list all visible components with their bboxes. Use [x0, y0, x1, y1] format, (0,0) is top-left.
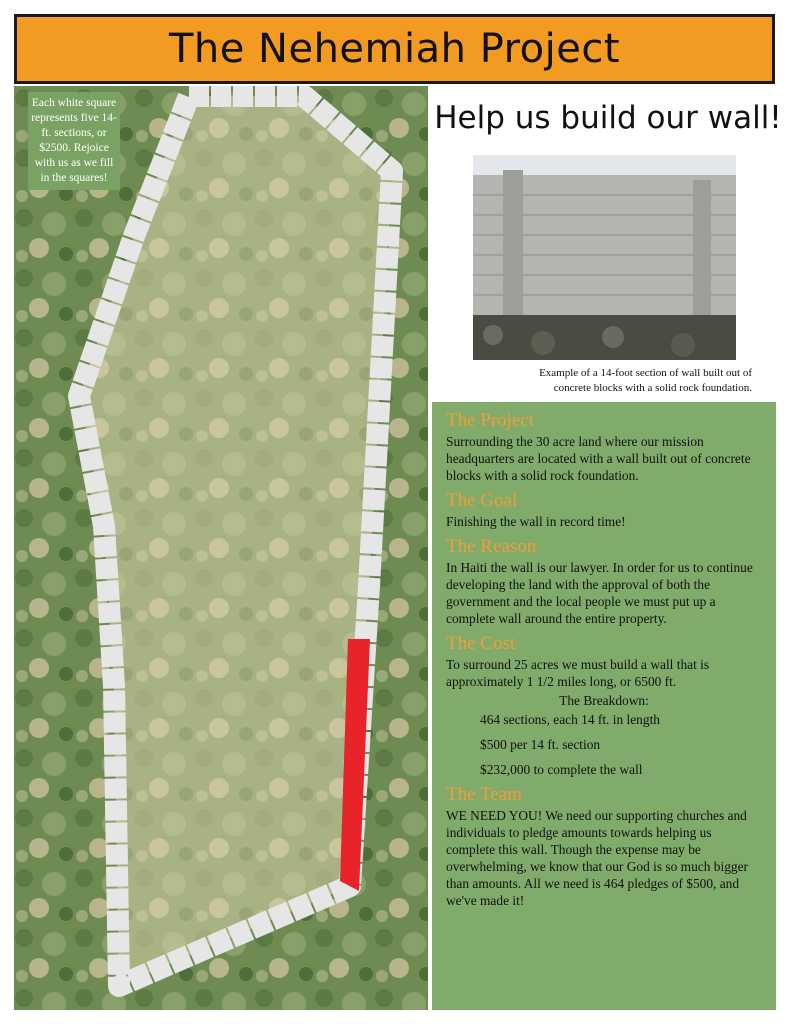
goal-body: Finishing the wall in record time!	[446, 514, 626, 529]
team-heading: The Team	[446, 784, 522, 805]
goal-heading: The Goal	[446, 490, 518, 511]
wall-photo-graphic	[473, 155, 736, 360]
wall-photo	[473, 155, 736, 360]
reason-heading: The Reason	[446, 536, 537, 557]
project-body: Surrounding the 30 acre land where our mission headquarters are located with a wall built out of concrete blocks with a solid rock foundation.	[446, 434, 751, 483]
cost-breakdown-item: $232,000 to complete the wall	[480, 762, 643, 777]
section-title: Help us build our wall!	[434, 100, 782, 136]
map-graphic	[14, 86, 428, 1010]
map-legend-note: Each white square represents five 14-ft. sections, or $2500. Rejoice with us as we fill in the squares!	[28, 92, 120, 190]
cost-breakdown-item: 464 sections, each 14 ft. in length	[480, 712, 660, 727]
project-heading: The Project	[446, 410, 535, 431]
page-title: The Nehemiah Project	[168, 26, 621, 72]
title-banner	[14, 14, 775, 84]
photo-caption: Example of a 14-foot section of wall built out of concrete blocks with a solid rock foundation.	[539, 367, 752, 394]
aerial-map	[14, 86, 428, 1010]
cost-breakdown-item: $500 per 14 ft. section	[480, 737, 601, 752]
reason-body: In Haiti the wall is our lawyer. In order for us to continue developing the land with the approval of both the government and the local people we must put up a complete wall around the entire property.	[446, 560, 753, 626]
info-panel	[432, 402, 776, 1010]
team-body: WE NEED YOU! We need our supporting churches and individuals to pledge amounts towards helping us complete this wall. Though the expense may be overwhelming, we know that our God is so much bigger than amounts. All we need is 464 pledges of $500, and we've made it!	[446, 808, 748, 908]
cost-body: To surround 25 acres we must build a wall that is approximately 1 1/2 miles long, or 6500 ft.	[446, 657, 710, 689]
cost-breakdown-title: The Breakdown:	[559, 693, 649, 708]
cost-heading: The Cost	[446, 633, 516, 654]
